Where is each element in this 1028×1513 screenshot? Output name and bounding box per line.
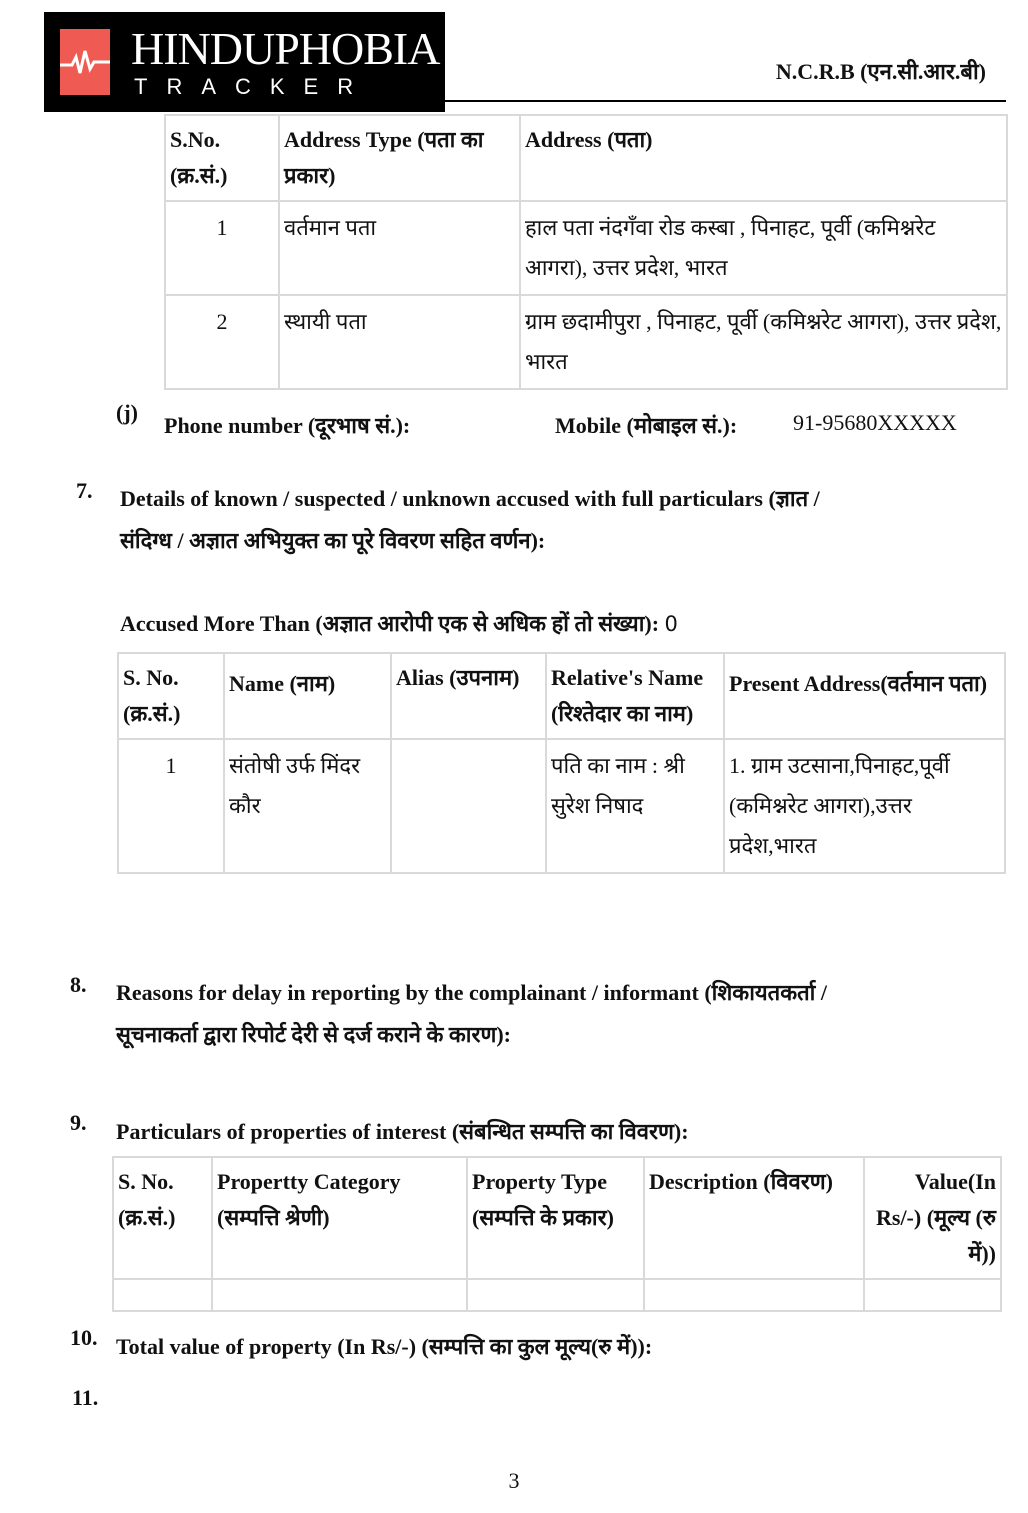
section-7-number: 7. [76,478,93,503]
section-7-title [120,478,1000,562]
section-10-title: Total value of property (In Rs/-) (सम्पत्ति का कुल मूल्य(रु में)): [116,1334,653,1359]
phone-label: Phone number (दूरभाष सं.): [164,413,411,438]
header-cell: Relative's Name (रिश्तेदार का नाम) [546,653,724,739]
header-cell: Description (विवरण) [644,1157,864,1279]
serial-cell: 1 [118,739,224,873]
address-cell: हाल पता नंदगँवा रोड कस्बा , पिनाहट, पूर्वी (कमिश्नरेट आगरा), उत्तर प्रदेश, भारत [520,201,1007,295]
address-table [164,114,1008,390]
relative-name-cell: पति का नाम : श्री सुरेश निषाद [546,739,724,873]
name-cell: संतोषी उर्फ मिंदर कौर [224,739,391,873]
address-type-cell: वर्तमान पता [279,201,520,295]
logo-title: HINDUPHOBIA [131,23,440,74]
header-cell: Name (नाम) [224,653,391,739]
address-cell: ग्राम छदामीपुरा , पिनाहट, पूर्वी (कमिश्नरेट आगरा), उत्तर प्रदेश, भारत [520,295,1007,389]
logo-subtitle: TRACKER [134,74,373,99]
table-row [118,739,1005,873]
empty-cell [212,1279,467,1311]
section-8-number: 8. [70,972,87,997]
header-cell: Address Type (पता का प्रकार) [279,115,520,201]
section-9-number: 9. [70,1110,87,1135]
accused-more-label: Accused More Than (अज्ञात आरोपी एक से अधिक हों तो संख्या): [120,611,660,636]
ncrb-label: N.C.R.B (एन.सी.आर.बी) [775,59,986,84]
hinduphobia-tracker-logo [44,12,445,112]
header-cell: Propertty Category (सम्पत्ति श्रेणी) [212,1157,467,1279]
header-cell: Value(In Rs/-) (मूल्य (रु में)) [864,1157,1001,1279]
header-cell: S. No. (क्र.सं.) [113,1157,212,1279]
section-11-number: 11. [72,1385,99,1410]
accused-table-header [118,653,1005,739]
section-8-title-line2: सूचनाकर्ता द्वारा रिपोर्ट देरी से दर्ज कराने के कारण): [116,1022,512,1047]
header-cell: Property Type (सम्पत्ति के प्रकार) [467,1157,644,1279]
mobile-label: Mobile (मोबाइल सं.): [555,413,738,438]
table-row [113,1279,1001,1311]
serial-cell: 1 [165,201,279,295]
header-cell: S.No. (क्र.सं.) [165,115,279,201]
present-address-cell: 1. ग्राम उटसाना,पिनाहट,पूर्वी (कमिश्नरेट आगरा),उत्तर प्रदेश,भारत [724,739,1005,873]
header-cell: Alias (उपनाम) [391,653,546,739]
accused-table [117,652,1006,874]
empty-cell [644,1279,864,1311]
accused-more-than [120,608,678,638]
header-divider [445,100,1006,102]
section-7-title-line1: Details of known / suspected / unknown accused with full particulars (ज्ञात / [120,486,820,511]
section-8-title-line1: Reasons for delay in reporting by the complainant / informant (शिकायतकर्ता / [116,980,827,1005]
table-row [165,201,1007,295]
page-number: 3 [508,1468,520,1493]
alias-cell [391,739,546,873]
property-table [112,1156,1002,1312]
phone-marker: (j) [116,400,138,425]
header-cell: Present Address(वर्तमान पता) [724,653,1005,739]
section-7-title-line2: संदिग्ध / अज्ञात अभियुक्त का पूरे विवरण सहित वर्णन): [120,528,546,553]
header-cell: S. No. (क्र.सं.) [118,653,224,739]
section-9-title: Particulars of properties of interest (संबन्धित सम्पत्ति का विवरण): [116,1119,689,1144]
empty-cell [113,1279,212,1311]
address-type-cell: स्थायी पता [279,295,520,389]
property-table-header [113,1157,1001,1279]
empty-cell [467,1279,644,1311]
header-cell: Address (पता) [520,115,1007,201]
section-10-number: 10. [70,1325,98,1350]
heartbeat-icon [60,29,110,95]
section-8-title [116,972,1006,1056]
empty-cell [864,1279,1001,1311]
accused-more-value: 0 [664,612,678,636]
serial-cell: 2 [165,295,279,389]
mobile-value: 91-95680XXXXX [793,410,957,435]
address-table-header [165,115,1007,201]
table-row [165,295,1007,389]
